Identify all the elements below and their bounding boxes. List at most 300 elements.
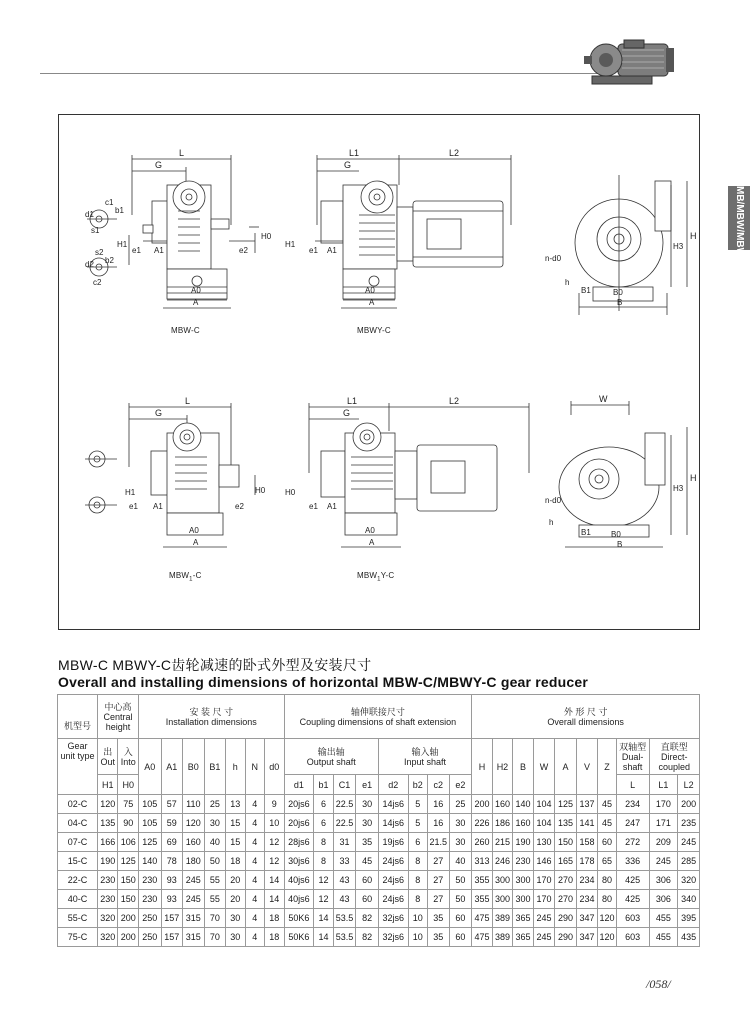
label-H0: H0 (261, 232, 272, 241)
label-c1: c1 (105, 198, 114, 207)
label-H0-5: H0 (285, 488, 296, 497)
value-cell: 245 (649, 852, 678, 871)
value-cell: 55 (204, 871, 226, 890)
value-cell: 245 (183, 871, 205, 890)
label-A1-2: A1 (327, 246, 337, 255)
label-A: A (193, 298, 199, 307)
value-cell: 24js6 (378, 871, 408, 890)
value-cell: 35 (428, 928, 450, 947)
value-cell: 120 (598, 909, 616, 928)
value-cell: 141 (576, 814, 598, 833)
value-cell: 30js6 (284, 852, 314, 871)
caption-mbwy1-suffix: -C (385, 571, 395, 580)
value-cell: 8 (314, 833, 333, 852)
caption-mbw-c: MBW-C (171, 326, 200, 335)
value-cell: 30 (449, 833, 472, 852)
value-cell: 75 (118, 795, 139, 814)
label-A1: A1 (154, 246, 164, 255)
value-cell: 40 (449, 852, 472, 871)
value-cell: 186 (492, 814, 513, 833)
col-L2: L2 (678, 775, 700, 795)
header-overall-en: Overall dimensions (547, 716, 624, 727)
value-cell: 230 (97, 871, 118, 890)
value-cell: 320 (97, 909, 118, 928)
value-cell: 315 (183, 928, 205, 947)
label-G: G (155, 160, 163, 170)
value-cell: 21.5 (428, 833, 450, 852)
label-c2: c2 (93, 278, 102, 287)
col-N: N (245, 739, 264, 795)
value-cell: 137 (576, 795, 598, 814)
value-cell: 215 (492, 833, 513, 852)
value-cell: 235 (678, 814, 700, 833)
value-cell: 435 (678, 928, 700, 947)
value-cell: 90 (118, 814, 139, 833)
model-cell: 55-C (58, 909, 98, 928)
value-cell: 355 (472, 871, 493, 890)
value-cell: 200 (118, 928, 139, 947)
value-cell: 245 (533, 909, 555, 928)
value-cell: 365 (513, 928, 534, 947)
value-cell: 40 (204, 833, 226, 852)
value-cell: 4 (245, 871, 264, 890)
col-b1: b1 (314, 775, 333, 795)
value-cell: 160 (492, 795, 513, 814)
label-L1-5: L1 (347, 396, 358, 406)
value-cell: 300 (492, 890, 513, 909)
value-cell: 70 (204, 928, 226, 947)
caption-mbwy1-base: MBW (357, 571, 378, 580)
label-h-6: h (549, 518, 554, 527)
label-b2: b2 (105, 256, 114, 265)
model-cell: 75-C (58, 928, 98, 947)
header-output-en: Output shaft (306, 756, 356, 767)
value-cell: 10 (408, 928, 427, 947)
value-cell: 245 (678, 833, 700, 852)
col-d1: d1 (284, 775, 314, 795)
label-H1: H1 (117, 240, 128, 249)
value-cell: 230 (513, 852, 534, 871)
header-input-shaft (378, 739, 471, 775)
value-cell: 245 (533, 928, 555, 947)
value-cell: 475 (472, 928, 493, 947)
value-cell: 30 (356, 814, 379, 833)
model-cell: 02-C (58, 795, 98, 814)
value-cell: 150 (555, 833, 577, 852)
value-cell: 12 (314, 890, 333, 909)
value-cell: 230 (97, 890, 118, 909)
caption-mbw1-suffix: -C (192, 571, 202, 580)
value-cell: 30 (204, 814, 226, 833)
section-tab[interactable]: MB/MBW/MBWY (728, 186, 750, 250)
value-cell: 135 (555, 814, 577, 833)
value-cell: 93 (161, 890, 183, 909)
value-cell: 82 (356, 928, 379, 947)
col-A1: A1 (161, 739, 183, 795)
header-central-en: Central height (103, 711, 133, 732)
caption-mbwy-c: MBWY-C (357, 326, 391, 335)
model-cell: 22-C (58, 871, 98, 890)
technical-drawing-frame (58, 114, 700, 630)
value-cell: 4 (245, 795, 264, 814)
value-cell: 290 (555, 909, 577, 928)
label-H1-4: H1 (125, 488, 136, 497)
value-cell: 270 (555, 890, 577, 909)
section-title-en: Overall and installing dimensions of horizontal MBW-C/MBWY-C gear reducer (58, 674, 589, 690)
caption-mbw1-base: MBW (169, 571, 190, 580)
value-cell: 150 (118, 871, 139, 890)
label-B0-6: B0 (611, 530, 621, 539)
label-b1: b1 (115, 206, 124, 215)
value-cell: 43 (333, 871, 356, 890)
value-cell: 306 (649, 890, 678, 909)
label-A0-2: A0 (365, 286, 375, 295)
value-cell: 120 (598, 928, 616, 947)
value-cell: 20 (226, 890, 245, 909)
col-Z: Z (598, 739, 616, 795)
gear-motor-illustration (578, 26, 688, 96)
value-cell: 226 (472, 814, 493, 833)
value-cell: 140 (513, 795, 534, 814)
value-cell: 245 (183, 890, 205, 909)
label-G-2: G (344, 160, 352, 170)
label-A-2: A (369, 298, 375, 307)
table-row (58, 890, 700, 909)
value-cell: 8 (408, 852, 427, 871)
value-cell: 247 (616, 814, 649, 833)
col-c2: c2 (428, 775, 450, 795)
value-cell: 14js6 (378, 795, 408, 814)
value-cell: 40js6 (284, 871, 314, 890)
value-cell: 4 (245, 852, 264, 871)
label-nd0-6: n-d0 (545, 496, 562, 505)
model-cell: 40-C (58, 890, 98, 909)
label-e2: e2 (239, 246, 248, 255)
value-cell: 120 (183, 814, 205, 833)
value-cell: 53.5 (333, 909, 356, 928)
label-s2: s2 (95, 248, 104, 257)
label-H3: H3 (673, 242, 684, 251)
value-cell: 28js6 (284, 833, 314, 852)
header-output-shaft (284, 739, 378, 775)
header-coupling-en: Coupling dimensions of shaft extension (299, 716, 457, 727)
value-cell: 30 (226, 928, 245, 947)
value-cell: 19js6 (378, 833, 408, 852)
value-cell: 389 (492, 928, 513, 947)
value-cell: 22.5 (333, 814, 356, 833)
header-rule (40, 73, 610, 74)
value-cell: 50K6 (284, 909, 314, 928)
value-cell: 270 (555, 871, 577, 890)
value-cell: 105 (138, 814, 161, 833)
value-cell: 18 (226, 852, 245, 871)
caption-mbwy1-y: Y (380, 571, 386, 580)
value-cell: 230 (138, 890, 161, 909)
value-cell: 106 (118, 833, 139, 852)
value-cell: 50 (449, 871, 472, 890)
value-cell: 200 (678, 795, 700, 814)
col-V: V (576, 739, 598, 795)
value-cell: 14 (265, 890, 285, 909)
value-cell: 5 (408, 795, 427, 814)
col-W: W (533, 739, 555, 795)
value-cell: 15 (226, 833, 245, 852)
value-cell: 35 (356, 833, 379, 852)
value-cell: 389 (492, 909, 513, 928)
value-cell: 4 (245, 833, 264, 852)
value-cell: 347 (576, 909, 598, 928)
label-H3-6: H3 (673, 484, 684, 493)
label-B: B (617, 298, 623, 307)
value-cell: 78 (161, 852, 183, 871)
value-cell: 170 (533, 871, 555, 890)
value-cell: 146 (533, 852, 555, 871)
value-cell: 18 (265, 928, 285, 947)
table-row (58, 852, 700, 871)
header-input-en: Input shaft (404, 756, 447, 767)
figure-mbwy1-c (285, 396, 529, 547)
value-cell: 80 (598, 890, 616, 909)
section-title-cn: MBW-C MBWY-C齿轮减速的卧式外型及安装尺寸 (58, 657, 372, 673)
label-e2-4: e2 (235, 502, 244, 511)
label-B1-6: B1 (581, 528, 591, 537)
value-cell: 60 (356, 890, 379, 909)
header-direct-coupled (649, 739, 700, 775)
value-cell: 340 (678, 890, 700, 909)
value-cell: 160 (183, 833, 205, 852)
header-gear-unit-en: Gear unit type (60, 741, 95, 761)
col-A0: A0 (138, 739, 161, 795)
label-B0: B0 (613, 288, 623, 297)
value-cell: 5 (408, 814, 427, 833)
col-H: H (472, 739, 493, 795)
value-cell: 4 (245, 928, 264, 947)
value-cell: 45 (598, 814, 616, 833)
value-cell: 43 (333, 890, 356, 909)
value-cell: 14js6 (378, 814, 408, 833)
col-H1: H1 (97, 775, 118, 795)
page-number: /058/ (646, 977, 671, 991)
header-dual-cn: 双轴型 (619, 741, 647, 752)
label-L-4: L (185, 396, 191, 406)
col-L: L (616, 775, 649, 795)
header-central-height (97, 695, 138, 739)
col-e1: e1 (356, 775, 379, 795)
value-cell: 4 (245, 814, 264, 833)
value-cell: 320 (97, 928, 118, 947)
col-H2: H2 (492, 739, 513, 795)
value-cell: 246 (492, 852, 513, 871)
value-cell: 25 (204, 795, 226, 814)
header-direct-cn: 直联型 (660, 741, 688, 752)
table-body (58, 795, 700, 947)
value-cell: 365 (513, 909, 534, 928)
col-B: B (513, 739, 534, 795)
value-cell: 120 (97, 795, 118, 814)
header-out-en: Out (100, 756, 115, 767)
value-cell: 180 (183, 852, 205, 871)
label-e1-5: e1 (309, 502, 318, 511)
value-cell: 50 (449, 890, 472, 909)
value-cell: 135 (97, 814, 118, 833)
value-cell: 10 (408, 909, 427, 928)
value-cell: 234 (616, 795, 649, 814)
value-cell: 12 (314, 871, 333, 890)
label-s1: s1 (91, 226, 100, 235)
dimensions-table (57, 694, 700, 947)
value-cell: 170 (533, 890, 555, 909)
value-cell: 104 (533, 795, 555, 814)
label-A-4: A (193, 538, 199, 547)
header-input-cn: 输入轴 (411, 746, 439, 757)
value-cell: 70 (204, 909, 226, 928)
col-B0: B0 (183, 739, 205, 795)
value-cell: 12 (265, 833, 285, 852)
value-cell: 60 (449, 928, 472, 947)
value-cell: 105 (138, 795, 161, 814)
header-model (58, 695, 98, 739)
value-cell: 125 (118, 852, 139, 871)
table-row (58, 909, 700, 928)
value-cell: 603 (616, 909, 649, 928)
header-install-en: Installation dimensions (165, 716, 257, 727)
caption-mbwy1-c: $MBW_1Y-C$ (357, 571, 395, 583)
figure-mbw-c (85, 148, 272, 308)
value-cell: 171 (649, 814, 678, 833)
value-cell: 347 (576, 928, 598, 947)
value-cell: 8 (408, 890, 427, 909)
label-A0-4: A0 (189, 526, 199, 535)
label-H-6: H (690, 473, 697, 483)
value-cell: 10 (265, 814, 285, 833)
value-cell: 209 (649, 833, 678, 852)
value-cell: 82 (356, 909, 379, 928)
header-dual-shaft (616, 739, 649, 775)
value-cell: 50 (204, 852, 226, 871)
value-cell: 313 (472, 852, 493, 871)
value-cell: 6 (408, 833, 427, 852)
value-cell: 290 (555, 928, 577, 947)
label-A-5: A (369, 538, 375, 547)
value-cell: 300 (492, 871, 513, 890)
value-cell: 260 (472, 833, 493, 852)
value-cell: 93 (161, 871, 183, 890)
value-cell: 13 (226, 795, 245, 814)
value-cell: 16 (428, 814, 450, 833)
value-cell: 140 (138, 852, 161, 871)
value-cell: 320 (678, 871, 700, 890)
label-A0-5: A0 (365, 526, 375, 535)
label-L2-5: L2 (449, 396, 460, 406)
value-cell: 170 (649, 795, 678, 814)
value-cell: 60 (356, 871, 379, 890)
value-cell: 603 (616, 928, 649, 947)
label-h: h (565, 278, 570, 287)
value-cell: 178 (576, 852, 598, 871)
value-cell: 166 (97, 833, 118, 852)
col-H0: H0 (118, 775, 139, 795)
value-cell: 306 (649, 871, 678, 890)
value-cell: 250 (138, 928, 161, 947)
value-cell: 30 (356, 795, 379, 814)
value-cell: 4 (245, 890, 264, 909)
col-h: h (226, 739, 245, 795)
label-A0: A0 (191, 286, 201, 295)
header-into-en: Into (120, 756, 136, 767)
value-cell: 32js6 (378, 909, 408, 928)
label-e1: e1 (132, 246, 141, 255)
col-d0: d0 (265, 739, 285, 795)
value-cell: 24js6 (378, 890, 408, 909)
value-cell: 125 (138, 833, 161, 852)
value-cell: 234 (576, 890, 598, 909)
value-cell: 190 (513, 833, 534, 852)
label-W: W (599, 394, 608, 404)
label-L: L (179, 148, 185, 158)
col-A: A (555, 739, 577, 795)
value-cell: 158 (576, 833, 598, 852)
value-cell: 45 (356, 852, 379, 871)
value-cell: 250 (138, 909, 161, 928)
value-cell: 14 (314, 928, 333, 947)
label-A1-5: A1 (327, 502, 337, 511)
value-cell: 33 (333, 852, 356, 871)
col-e2: e2 (449, 775, 472, 795)
col-C1: C1 (333, 775, 356, 795)
value-cell: 200 (472, 795, 493, 814)
table-row (58, 814, 700, 833)
label-H0-4: H0 (255, 486, 266, 495)
table-row (58, 928, 700, 947)
header-gear-unit (58, 739, 98, 795)
value-cell: 65 (598, 852, 616, 871)
label-L2: L2 (449, 148, 460, 158)
value-cell: 110 (183, 795, 205, 814)
value-cell: 315 (183, 909, 205, 928)
value-cell: 455 (649, 928, 678, 947)
table-row (58, 871, 700, 890)
value-cell: 104 (533, 814, 555, 833)
figure-mbwy-c (285, 148, 511, 308)
value-cell: 130 (533, 833, 555, 852)
header-coupling (284, 695, 472, 739)
value-cell: 150 (118, 890, 139, 909)
value-cell: 22.5 (333, 795, 356, 814)
label-nd0: n-d0 (545, 254, 562, 263)
label-B1: B1 (581, 286, 591, 295)
value-cell: 27 (428, 890, 450, 909)
label-B-6: B (617, 540, 623, 549)
value-cell: 24js6 (378, 852, 408, 871)
header-install-cn: 安 装 尺 寸 (189, 706, 234, 717)
value-cell: 60 (449, 909, 472, 928)
header-model-cn: 机型号 (63, 720, 91, 731)
figure-mbw1-c (85, 396, 266, 547)
value-cell: 285 (678, 852, 700, 871)
value-cell: 125 (555, 795, 577, 814)
col-B1: B1 (204, 739, 226, 795)
model-cell: 15-C (58, 852, 98, 871)
figure-end-view-top (545, 175, 697, 315)
value-cell: 395 (678, 909, 700, 928)
caption-mbw1-c: $MBW_1-C$ (169, 571, 202, 583)
value-cell: 20js6 (284, 814, 314, 833)
value-cell: 15 (226, 814, 245, 833)
label-e1-2: e1 (309, 246, 318, 255)
figure-end-view-bottom (545, 394, 697, 549)
value-cell: 25 (449, 795, 472, 814)
value-cell: 57 (161, 795, 183, 814)
